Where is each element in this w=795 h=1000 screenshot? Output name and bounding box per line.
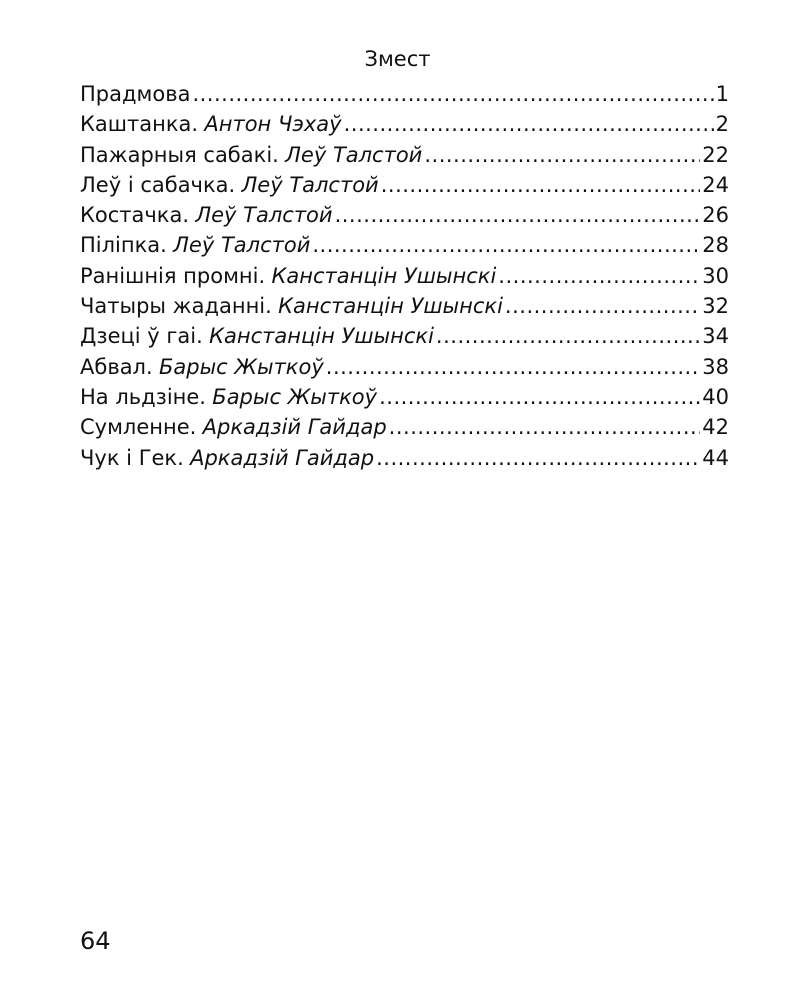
toc-page-number: 30 [702, 263, 729, 288]
toc-entry [80, 412, 729, 442]
toc-page-number: 32 [702, 294, 729, 319]
toc-page-number: 44 [702, 445, 729, 470]
toc-entry [80, 230, 729, 260]
toc-leader-dots [192, 79, 713, 109]
table-of-contents [80, 79, 729, 473]
toc-author: Барыс Жыткоў [212, 384, 378, 409]
toc-page-number: 40 [702, 384, 729, 409]
toc-entry [80, 382, 729, 412]
toc-story-title: Дзеці ў гаі. [80, 324, 203, 349]
toc-entry [80, 79, 729, 109]
toc-page-number: 22 [702, 142, 729, 167]
toc-author: Леў Талстой [241, 172, 379, 197]
toc-leader-dots [376, 443, 700, 473]
toc-page-number: 26 [702, 203, 729, 228]
toc-leader-dots [424, 140, 700, 170]
toc-story-title: Піліпка. [80, 233, 167, 258]
toc-entry [80, 352, 729, 382]
toc-author: Леў Талстой [173, 233, 311, 258]
toc-leader-dots [436, 321, 700, 351]
toc-leader-dots [379, 382, 700, 412]
toc-story-title: Костачка. [80, 203, 190, 228]
toc-page-number: 34 [702, 324, 729, 349]
toc-page-number: 1 [715, 82, 729, 106]
toc-entry [80, 200, 729, 230]
toc-entry [80, 443, 729, 473]
toc-author: Барыс Жыткоў [158, 354, 324, 379]
toc-author: Аркадзій Гайдар [202, 415, 387, 440]
toc-author: Аркадзій Гайдар [190, 445, 375, 470]
toc-story-title: Чатыры жаданні. [80, 294, 272, 319]
toc-leader-dots [344, 109, 714, 139]
toc-entry [80, 321, 729, 351]
page-number: 64 [80, 927, 111, 955]
toc-author: Канстанцін Ушынскі [271, 263, 497, 288]
toc-entry [80, 170, 729, 200]
toc-story-title: Абвал. [80, 354, 153, 379]
toc-story-title: Леў і сабачка. [80, 172, 236, 197]
toc-leader-dots [326, 352, 700, 382]
toc-author: Антон Чэхаў [204, 112, 342, 137]
toc-author: Леў Талстой [195, 203, 333, 228]
toc-story-title: Ранішнія промні. [80, 263, 266, 288]
toc-entry [80, 140, 729, 170]
toc-page-number: 38 [702, 354, 729, 379]
toc-leader-dots [389, 412, 701, 442]
toc-leader-dots [381, 170, 701, 200]
toc-story-title: Чук і Гек. [80, 445, 184, 470]
toc-story-title: Пажарныя сабакі. [80, 142, 279, 167]
toc-leader-dots [498, 261, 700, 291]
page-title: Змест [364, 47, 431, 71]
toc-entry [80, 291, 729, 321]
toc-story-title: Каштанка. [80, 112, 199, 137]
toc-story-title: На льдзіне. [80, 384, 206, 409]
toc-page-number: 2 [715, 112, 729, 137]
toc-leader-dots [335, 200, 701, 230]
toc-author: Канстанцін Ушынскі [209, 324, 434, 349]
toc-leader-dots [505, 291, 700, 321]
toc-story-title: Прадмова [80, 82, 191, 106]
toc-page-number: 24 [702, 172, 729, 197]
toc-entry [80, 109, 729, 139]
toc-page-number: 42 [702, 415, 729, 440]
toc-leader-dots [312, 230, 700, 260]
toc-author: Леў Талстой [285, 142, 423, 167]
toc-page-number: 28 [702, 233, 729, 258]
toc-author: Канстанцін Ушынскі [278, 294, 503, 319]
toc-story-title: Сумленне. [80, 415, 197, 440]
toc-entry [80, 261, 729, 291]
